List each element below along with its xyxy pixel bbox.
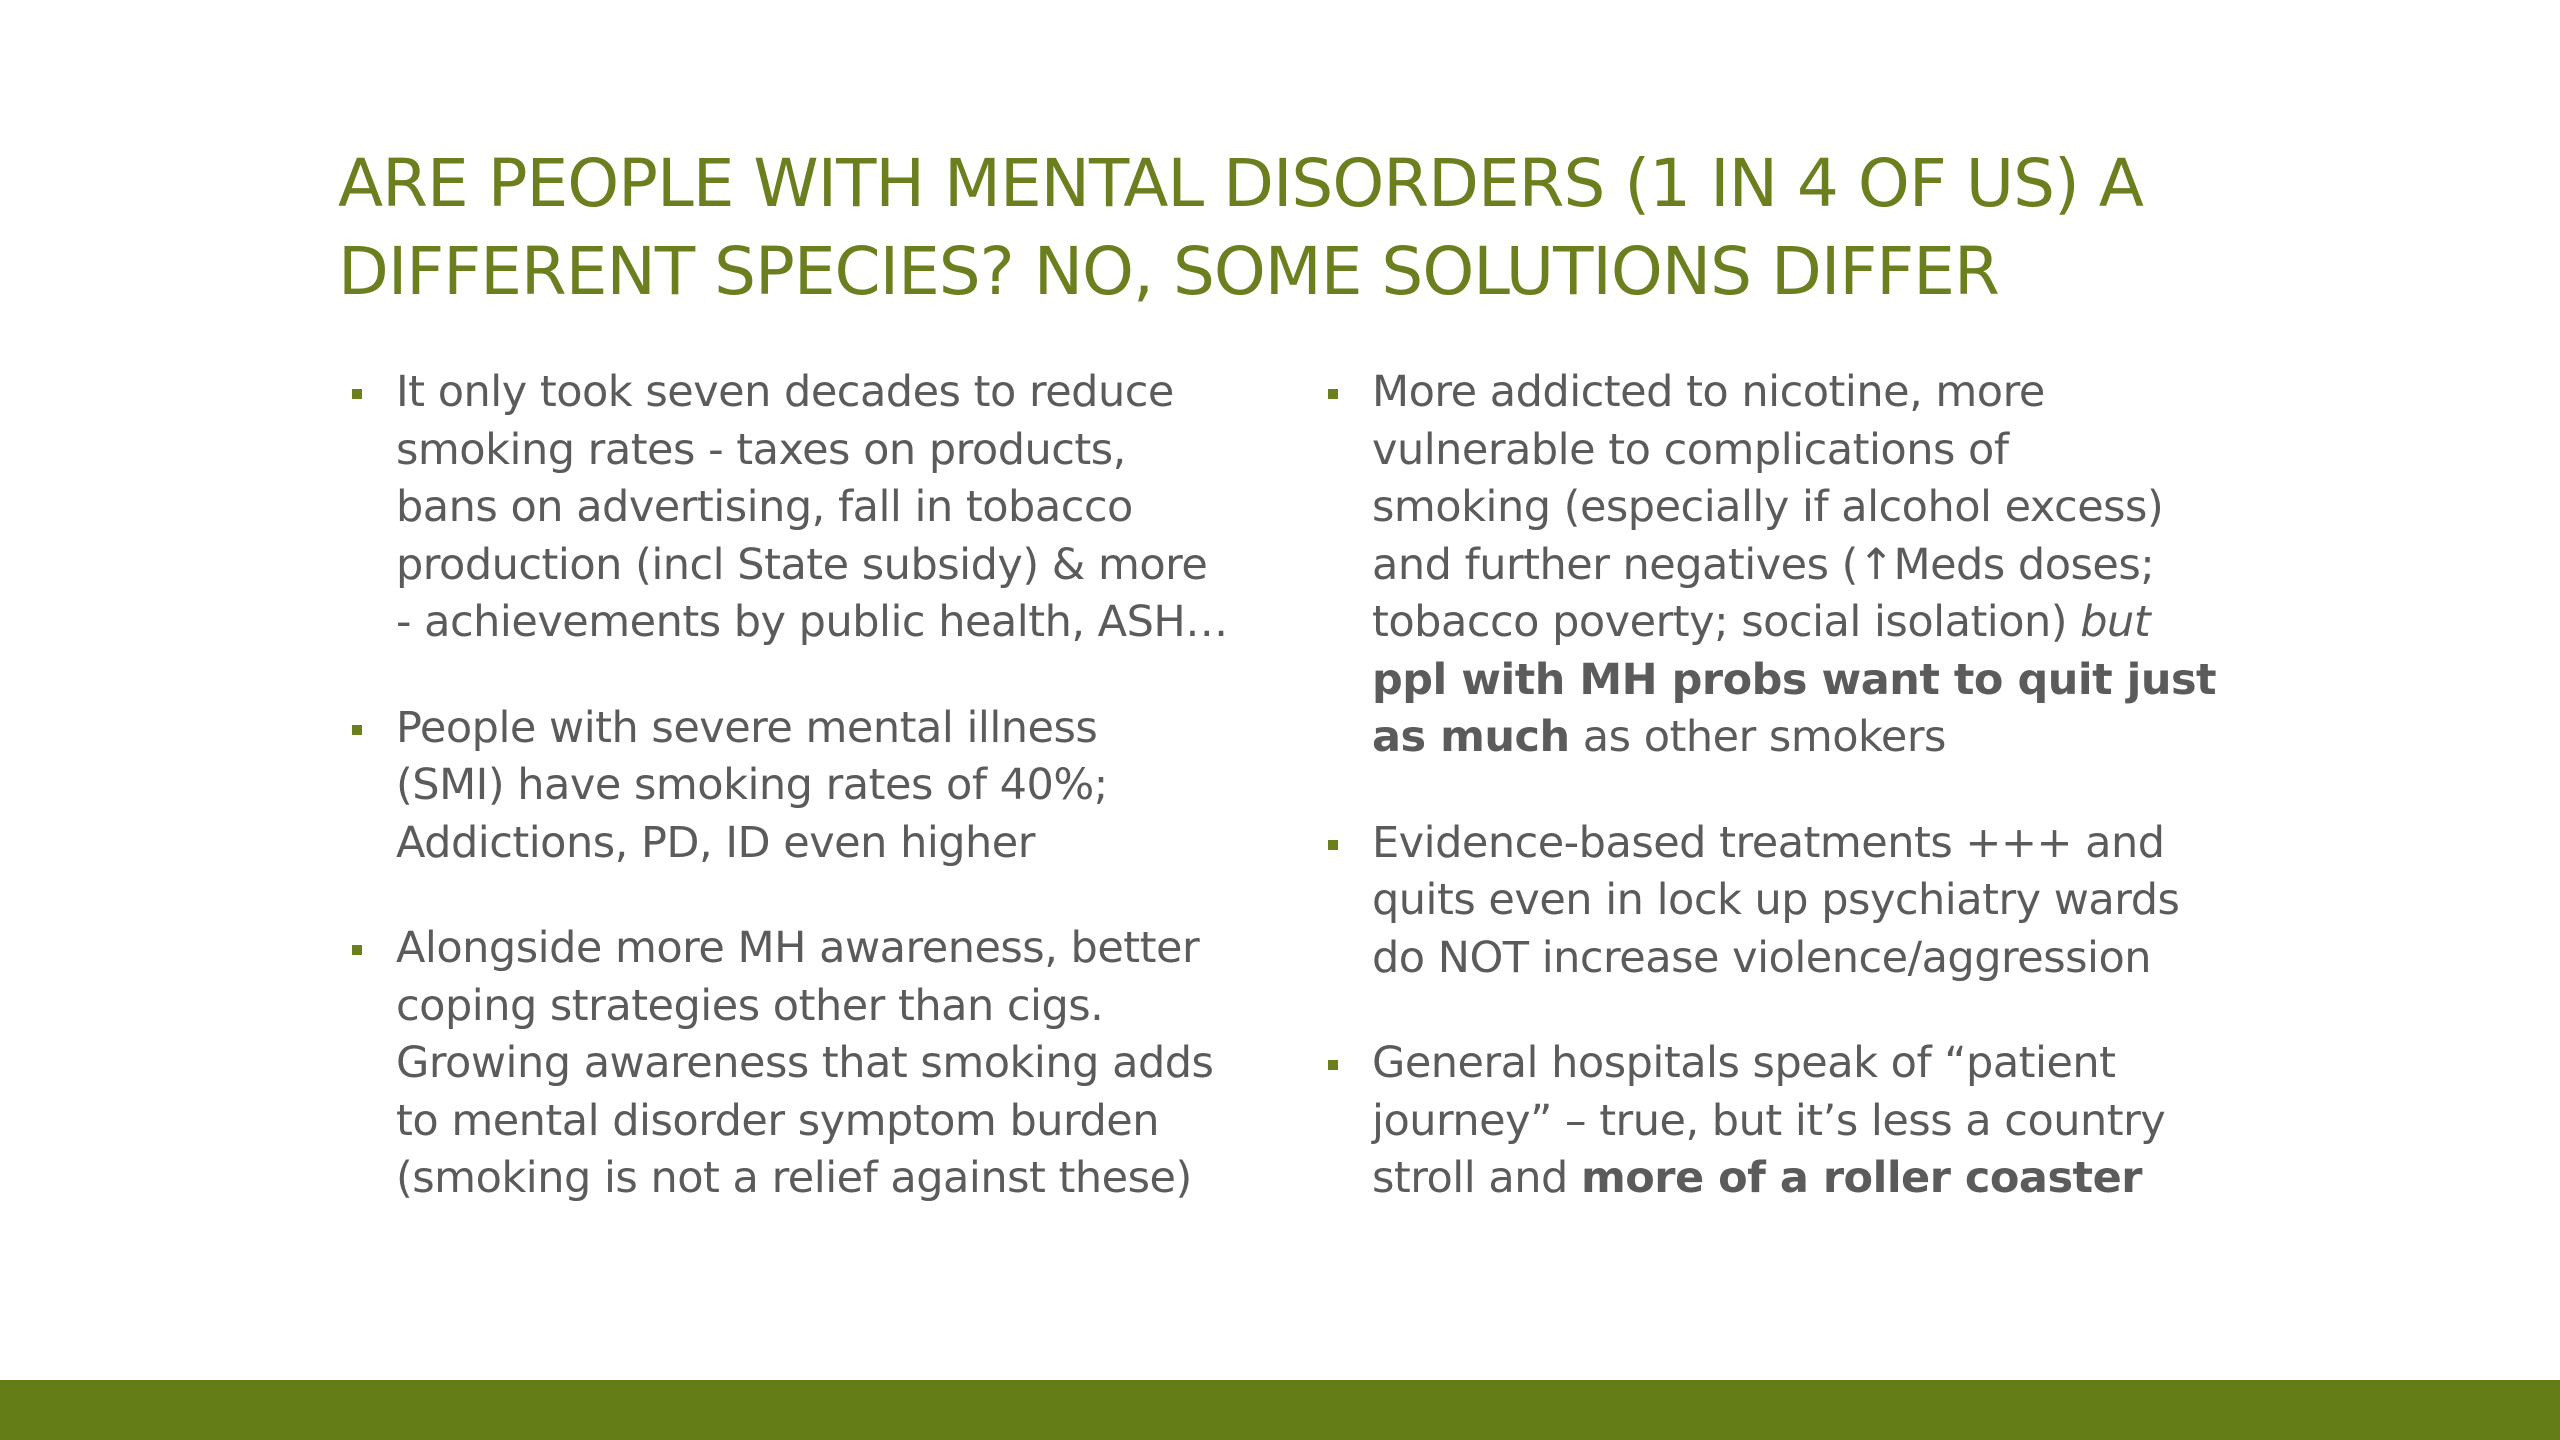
- bullet-line: General hospitals speak of “patient: [1372, 1038, 2116, 1088]
- footer-accent-bar: [0, 1380, 2560, 1440]
- bullet-item-patient-journey: [1324, 1035, 2264, 1208]
- square-bullet-icon: [352, 389, 362, 399]
- bullet-line: do NOT increase violence/aggression: [1372, 932, 2152, 983]
- italic-emphasis: but: [2080, 597, 2151, 647]
- bullet-line: More addicted to nicotine, more: [1372, 367, 2045, 417]
- bullet-line: to mental disorder symptom burden: [396, 1095, 1159, 1146]
- square-bullet-icon: [1328, 840, 1338, 850]
- bullet-item-mh-awareness: [348, 920, 1268, 1208]
- right-column-bullet-list: [1324, 364, 2264, 1256]
- bullet-line: production (incl State subsidy) & more: [396, 539, 1208, 590]
- bullet-line: [1372, 709, 2264, 767]
- bullet-line: Evidence-based treatments +++ and: [1372, 817, 2165, 868]
- left-column-bullet-list: [348, 364, 1268, 1256]
- title-line-2: DIFFERENT SPECIES? NO, SOME SOLUTIONS DIFFER: [338, 233, 1999, 310]
- bullet-line: Alongside more MH awareness, better: [396, 923, 1200, 973]
- bullet-line: (smoking is not a relief against these): [396, 1153, 1192, 1203]
- bold-emphasis: as much: [1372, 712, 1570, 762]
- bullet-line: vulnerable to complications of: [1372, 424, 2009, 475]
- bullet-line: bans on advertising, fall in tobacco: [396, 482, 1133, 532]
- bullet-line: [1372, 1150, 2264, 1208]
- bullet-line: Growing awareness that smoking adds: [396, 1038, 1214, 1088]
- bold-emphasis: ppl with MH probs want to quit just: [1372, 654, 2217, 705]
- square-bullet-icon: [352, 725, 362, 735]
- bullet-line: journey” – true, but it’s less a country: [1372, 1095, 2166, 1146]
- square-bullet-icon: [352, 945, 362, 955]
- bullet-item-evidence-based-treatments: [1324, 815, 2264, 988]
- bullet-line: smoking (especially if alcohol excess): [1372, 482, 2164, 532]
- bullet-text: stroll and: [1372, 1153, 1581, 1203]
- bold-emphasis: more of a roller coaster: [1580, 1153, 2142, 1203]
- bullet-line: People with severe mental illness: [396, 702, 1098, 753]
- bullet-text: tobacco poverty; social isolation): [1372, 597, 2081, 647]
- bullet-line: smoking rates - taxes on products,: [396, 424, 1126, 475]
- bullet-line: (SMI) have smoking rates of 40%;: [396, 760, 1108, 810]
- bullet-item-smi-smoking-rates: [348, 700, 1268, 873]
- bullet-item-nicotine-addiction: [1324, 364, 2264, 767]
- bullet-line: Addictions, PD, ID even higher: [396, 817, 1035, 868]
- bullet-line: It only took seven decades to reduce: [396, 367, 1174, 417]
- bullet-line: [1372, 594, 2264, 652]
- bullet-line: quits even in lock up psychiatry wards: [1372, 875, 2180, 925]
- slide-title: [338, 140, 2338, 316]
- square-bullet-icon: [1328, 1060, 1338, 1070]
- bullet-item-smoking-history: [348, 364, 1268, 652]
- bullet-text: as other smokers: [1569, 712, 1946, 762]
- title-line-1: ARE PEOPLE WITH MENTAL DISORDERS (1 IN 4 OF US) A: [338, 145, 2143, 222]
- square-bullet-icon: [1328, 389, 1338, 399]
- bullet-line: - achievements by public health, ASH…: [396, 597, 1228, 647]
- bullet-line: and further negatives (↑Meds doses;: [1372, 539, 2155, 590]
- bullet-line: coping strategies other than cigs.: [396, 980, 1104, 1031]
